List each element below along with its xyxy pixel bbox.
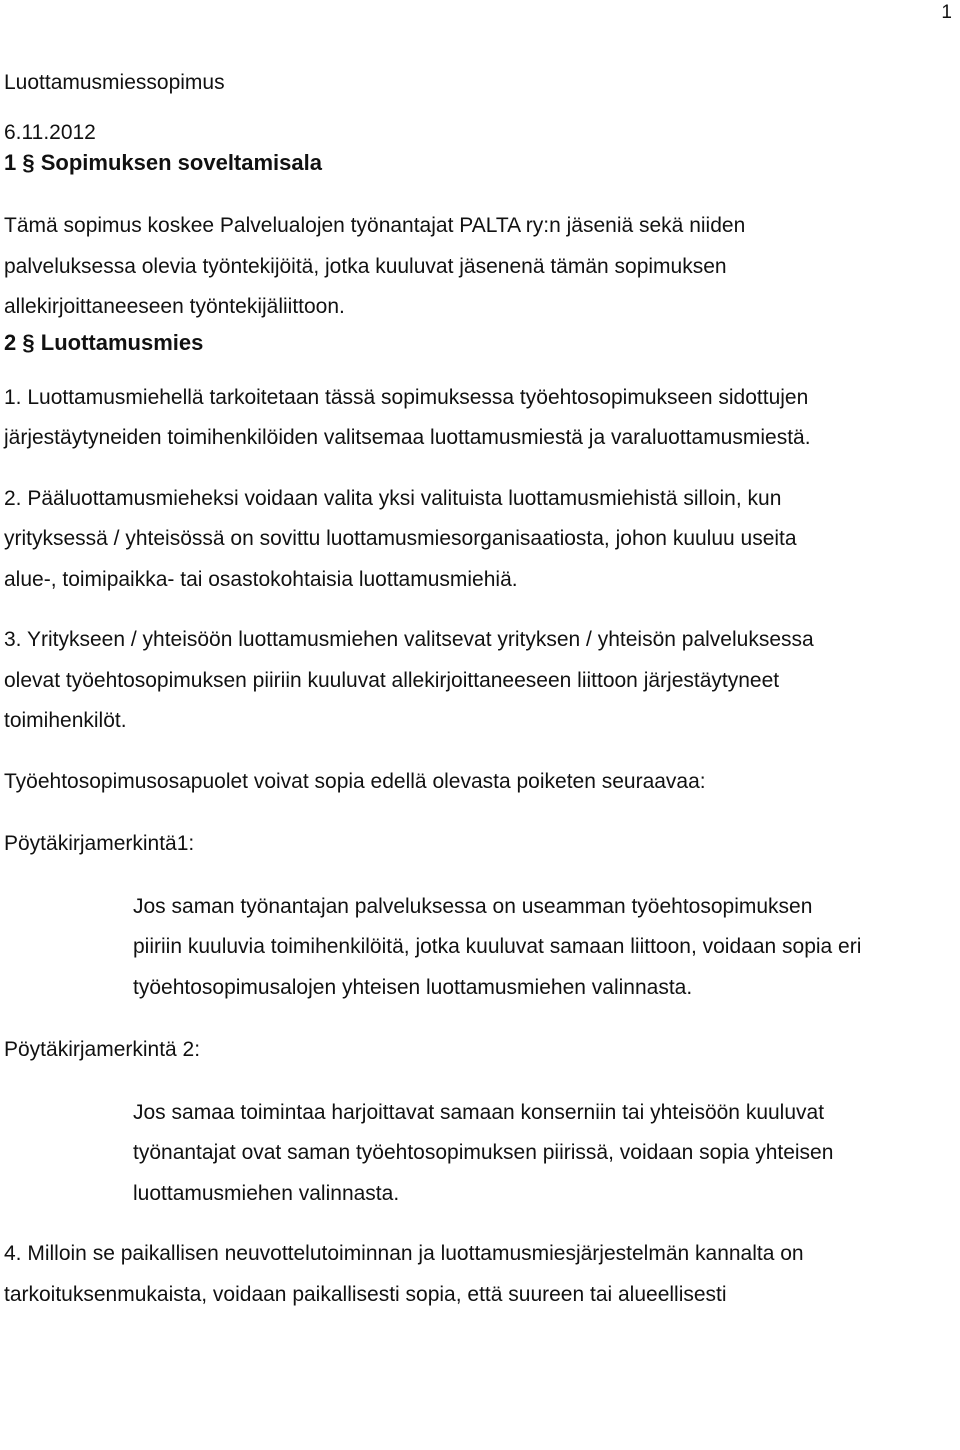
note-label: Pöytäkirjamerkintä1:	[4, 832, 195, 855]
paragraph-line: Tämä sopimus koskee Palvelualojen työnantajat PALTA ry:n jäseniä sekä niiden	[4, 214, 746, 237]
paragraph-line: työnantajat ovat saman työehtosopimuksen piirissä, voidaan sopia yhteisen	[133, 1141, 834, 1164]
paragraph-line: Jos saman työnantajan palveluksessa on useamman työehtosopimuksen	[133, 894, 813, 918]
page-number: 1	[941, 2, 952, 23]
protocol-note-2-label	[4, 1030, 958, 1071]
section-1-heading	[4, 148, 958, 178]
section-sign: §	[22, 150, 35, 175]
paragraph-line: Jos samaa toimintaa harjoittavat samaan konserniin tai yhteisöön kuuluvat	[133, 1100, 825, 1124]
paragraph-line: järjestäytyneiden toimihenkilöiden valitsemaa luottamusmiestä ja varaluottamusmiestä.	[4, 426, 811, 449]
paragraph-line: luottamusmiehen valinnasta.	[133, 1181, 400, 1205]
section-1-paragraph	[4, 206, 958, 328]
protocol-note-1-label	[4, 824, 958, 865]
document-title: Luottamusmiessopimus	[4, 71, 225, 94]
item-2	[4, 479, 958, 601]
protocol-note-1-body	[133, 887, 958, 1009]
paragraph-line: tarkoituksenmukaista, voidaan paikallisesti sopia, että suureen tai alueellisesti	[4, 1282, 727, 1306]
paragraph-line: 1. Luottamusmiehellä tarkoitetaan tässä sopimuksessa työehtosopimukseen sidottujen	[4, 385, 809, 409]
paragraph-line: alue-, toimipaikka- tai osastokohtaisia luottamusmiehiä.	[4, 567, 518, 591]
paragraph-line: 4. Milloin se paikallisen neuvottelutoiminnan ja luottamusmiesjärjestelmän kannalta on	[4, 1242, 804, 1265]
section-2-heading	[4, 328, 958, 358]
note-label: Pöytäkirjamerkintä 2:	[4, 1038, 201, 1061]
agreement-paragraph	[4, 762, 958, 803]
paragraph-line: toimihenkilöt.	[4, 709, 127, 732]
section-1-title: Sopimuksen soveltamisala	[40, 150, 322, 175]
item-4	[4, 1234, 958, 1315]
paragraph-line: 3. Yritykseen / yhteisöön luottamusmiehen valitsevat yrityksen / yhteisön palveluksessa	[4, 628, 814, 651]
paragraph-line: allekirjoittaneeseen työntekijäliittoon.	[4, 295, 345, 318]
protocol-note-2-body	[133, 1093, 958, 1215]
section-2-number: 2	[4, 329, 17, 355]
paragraph-line: yrityksessä / yhteisössä on sovittu luottamusmiesorganisaatiosta, johon kuuluu useita	[4, 527, 797, 550]
item-3	[4, 620, 958, 742]
section-sign: §	[22, 329, 35, 355]
document-date: 6.11.2012	[4, 121, 96, 144]
paragraph-line: 2. Pääluottamusmieheksi voidaan valita yksi valituista luottamusmiehistä silloin, kun	[4, 486, 782, 510]
section-1-number: 1	[4, 150, 17, 175]
section-2-title: Luottamusmies	[40, 329, 204, 355]
paragraph-line: palveluksessa olevia työntekijöitä, jotka kuuluvat jäsenenä tämän sopimuksen	[4, 254, 727, 278]
paragraph-line: olevat työehtosopimuksen piiriin kuuluvat allekirjoittaneeseen liittoon järjestäytyneet	[4, 668, 780, 692]
paragraph-line: työehtosopimusalojen yhteisen luottamusmiehen valinnasta.	[133, 975, 693, 999]
paragraph-line: Työehtosopimusosapuolet voivat sopia edellä olevasta poiketen seuraavaa:	[4, 769, 706, 793]
paragraph-line: piiriin kuuluvia toimihenkilöitä, jotka kuuluvat samaan liittoon, voidaan sopia eri	[133, 935, 862, 958]
document-body	[4, 68, 958, 1315]
item-1	[4, 378, 958, 459]
